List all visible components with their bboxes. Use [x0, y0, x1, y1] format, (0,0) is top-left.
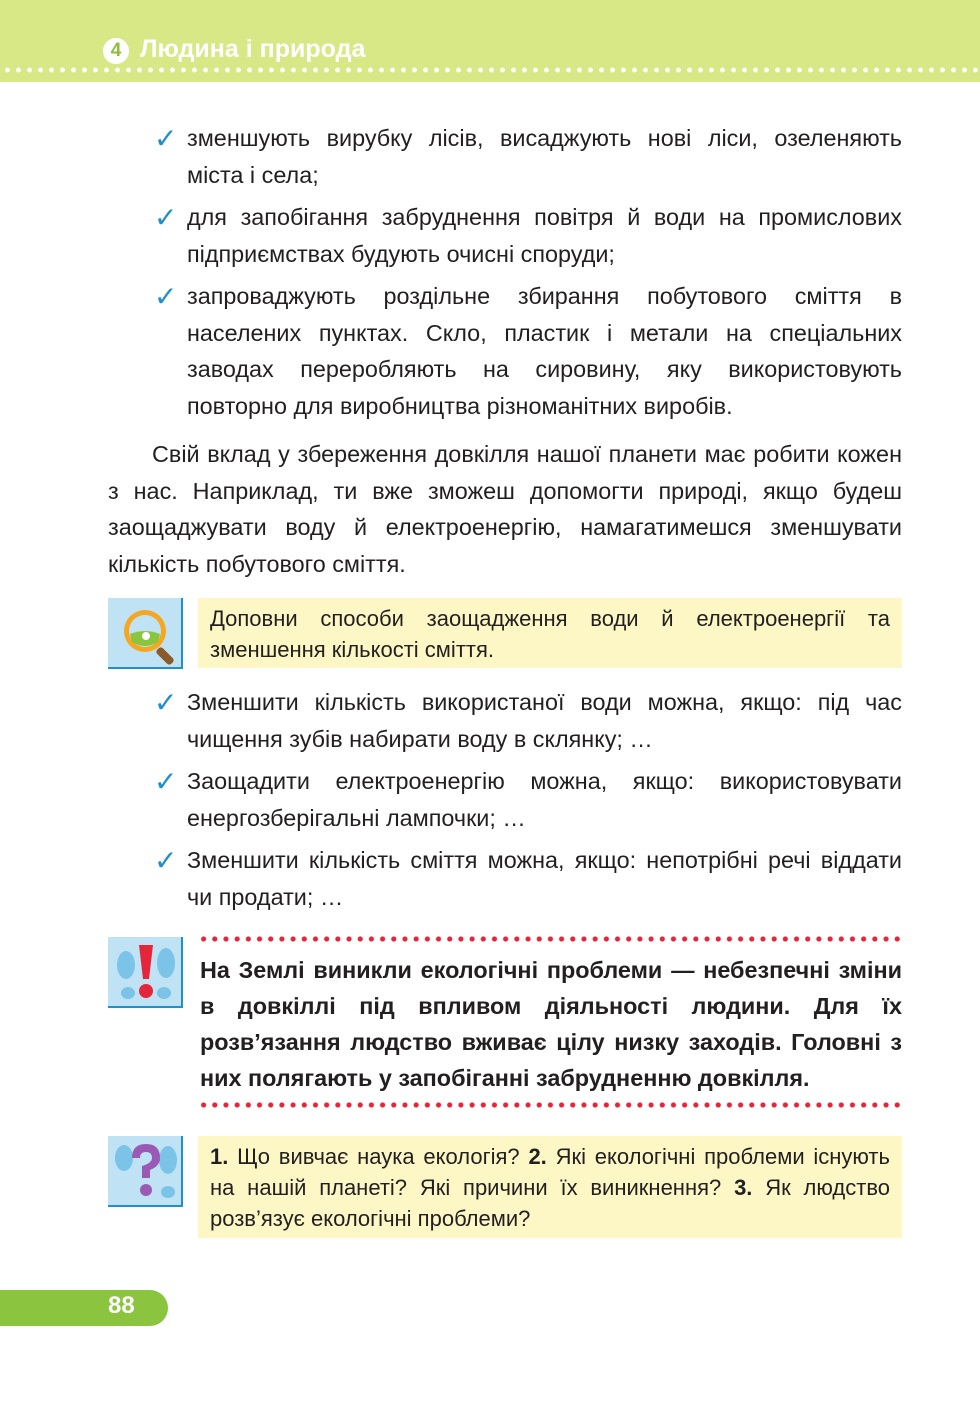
- dotted-divider-top: [198, 935, 902, 943]
- dotted-divider-bottom: [198, 1101, 902, 1109]
- list-item: [154, 763, 902, 836]
- list-item-text: запроваджують роздільне збирання побутового сміття в населених пунктах. Скло, пластик і метали на спеціальних заводах переробляють на сировину, яку використовують повторно для виробництва різноманітних виробів.: [187, 283, 902, 419]
- checkmark-icon: ✓: [154, 123, 178, 154]
- checkmark-icon: ✓: [154, 202, 178, 233]
- list-item: [154, 278, 902, 424]
- list-item-text: для запобігання забруднення повітря й води на промислових підприємствах будують очисні споруди;: [187, 204, 902, 267]
- checkmark-icon: ✓: [154, 766, 178, 797]
- task-box: Доповни способи заощадження води й електроенергії та зменшення кількості сміття.: [198, 598, 902, 668]
- question-number: 1.: [210, 1144, 229, 1169]
- chapter-title: Людина і природа: [140, 35, 366, 63]
- important-note: [198, 935, 902, 1111]
- measures-list: [154, 120, 902, 430]
- question-number: 2.: [528, 1144, 547, 1169]
- checkmark-icon: ✓: [154, 281, 178, 312]
- checkmark-icon: ✓: [154, 687, 178, 718]
- list-item: [154, 684, 902, 757]
- question-number: 3.: [734, 1175, 753, 1200]
- checkmark-icon: ✓: [154, 845, 178, 876]
- list-item-text: зменшують вирубку лісів, висаджують нові ліси, озеленяють міста і села;: [187, 125, 902, 188]
- page-number-tab: [0, 1290, 168, 1326]
- exclamation-icon: [108, 937, 184, 1014]
- chapter-number-badge: 4: [103, 38, 129, 64]
- question-text: Що вивчає наука екологія?: [237, 1144, 520, 1169]
- list-item: [154, 120, 902, 193]
- question-text: Як людство розв’язує екологічні проблеми?: [210, 1175, 890, 1231]
- body-paragraph: Свій вклад у збереження довкілля нашої планети має робити кожен з нас. Наприклад, ти вже зможеш допомогти природі, якщо будеш заощаджувати воду й електроенергію, намагатимешся зменшувати кількість побутового сміття.: [108, 441, 902, 577]
- list-item-text: Зменшити кількість сміття можна, якщо: непотрібні речі віддати чи продати; …: [187, 847, 902, 910]
- list-item-text: Заощадити електроенергію можна, якщо: використовувати енергозберігальні лампочки; …: [187, 768, 902, 831]
- list-item-text: Зменшити кількість використаної води можна, якщо: під час чищення зубів набирати воду в склянку; …: [187, 689, 902, 752]
- question-icon: [108, 1136, 184, 1213]
- questions-box: [198, 1136, 902, 1238]
- list-item: [154, 842, 902, 915]
- magnifier-icon: [108, 598, 184, 675]
- list-item: [154, 199, 902, 272]
- task-list: [154, 684, 902, 921]
- chapter-header: [0, 0, 980, 82]
- important-note-text: На Землі виникли екологічні проблеми — небезпечні зміни в довкіллі під впливом діяльності людини. Для їх розв’язання людство вживає цілу низку заходів. Головні з них полягають у запобіганні забрудненню довкілля.: [200, 957, 902, 1091]
- question-text: Які екологічні проблеми існують на нашій планеті? Які причини їх виникнення?: [210, 1144, 890, 1200]
- page-number: 88: [108, 1292, 135, 1319]
- header-dotted-line: [0, 66, 980, 74]
